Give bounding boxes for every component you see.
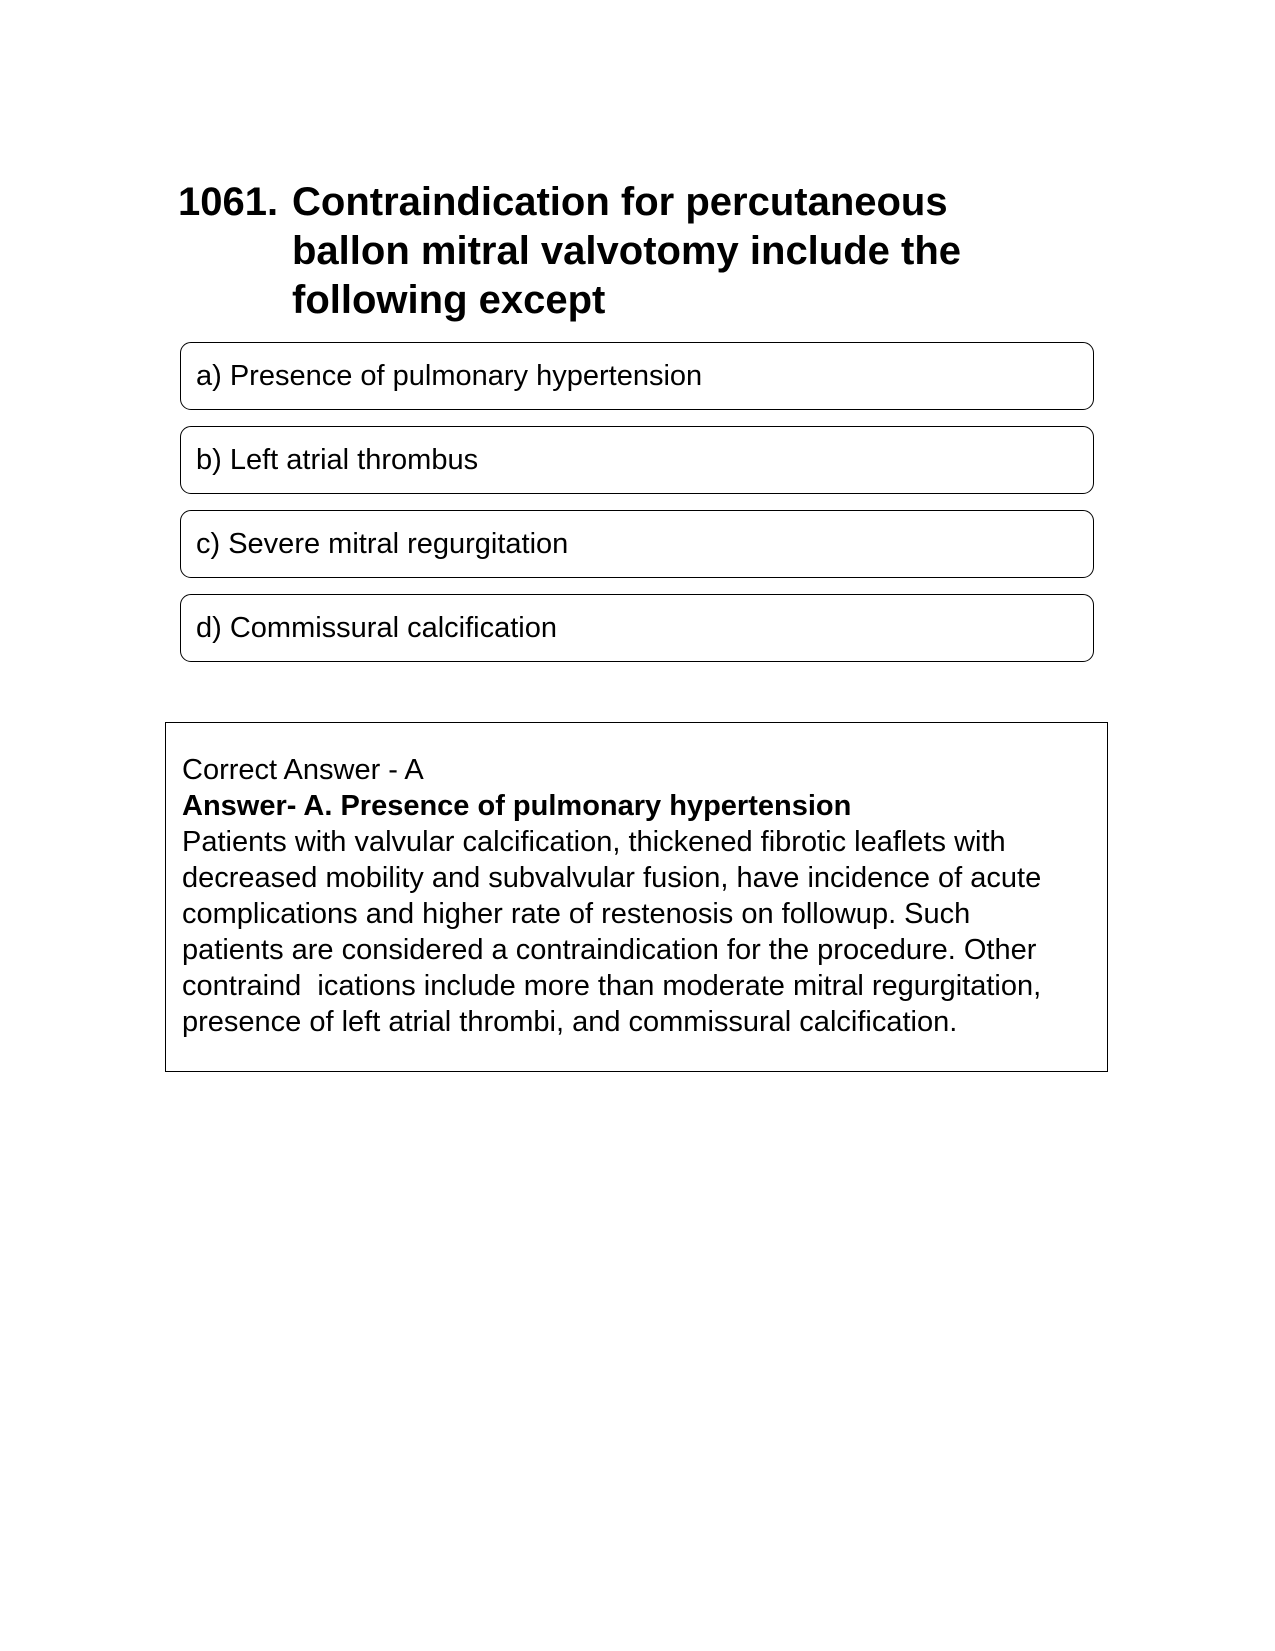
answer-heading: Answer- A. Presence of pulmonary hypertension xyxy=(182,790,852,822)
option-c[interactable]: c) Severe mitral regurgitation xyxy=(180,510,1094,578)
option-b[interactable]: b) Left atrial thrombus xyxy=(180,426,1094,494)
question-text xyxy=(292,178,1128,325)
option-a[interactable]: a) Presence of pulmonary hypertension xyxy=(180,342,1094,410)
question-text-line: following except xyxy=(292,278,606,322)
question-text-line: ballon mitral valvotomy include the xyxy=(292,229,962,273)
answer-options xyxy=(180,342,1094,678)
question-text-line: Contraindication for percutaneous xyxy=(292,180,948,224)
explanation-line: decreased mobility and subvalvular fusion, have incidence of acute xyxy=(182,862,1042,894)
explanation-line: patients are considered a contraindication for the procedure. Other xyxy=(182,934,1037,966)
correct-answer-label: Correct Answer - A xyxy=(182,754,424,786)
question-number: 1061. xyxy=(178,180,279,224)
explanation-line: Patients with valvular calcification, thickened fibrotic leaflets with xyxy=(182,826,1006,858)
answer-explanation-box xyxy=(165,722,1108,1072)
option-d[interactable]: d) Commissural calcification xyxy=(180,594,1094,662)
explanation-line: presence of left atrial thrombi, and commissural calcification. xyxy=(182,1006,958,1038)
explanation-line: complications and higher rate of restenosis on followup. Such xyxy=(182,898,971,930)
explanation-line: contraind ications include more than moderate mitral regurgitation, xyxy=(182,970,1042,1002)
question-heading xyxy=(178,178,1128,325)
